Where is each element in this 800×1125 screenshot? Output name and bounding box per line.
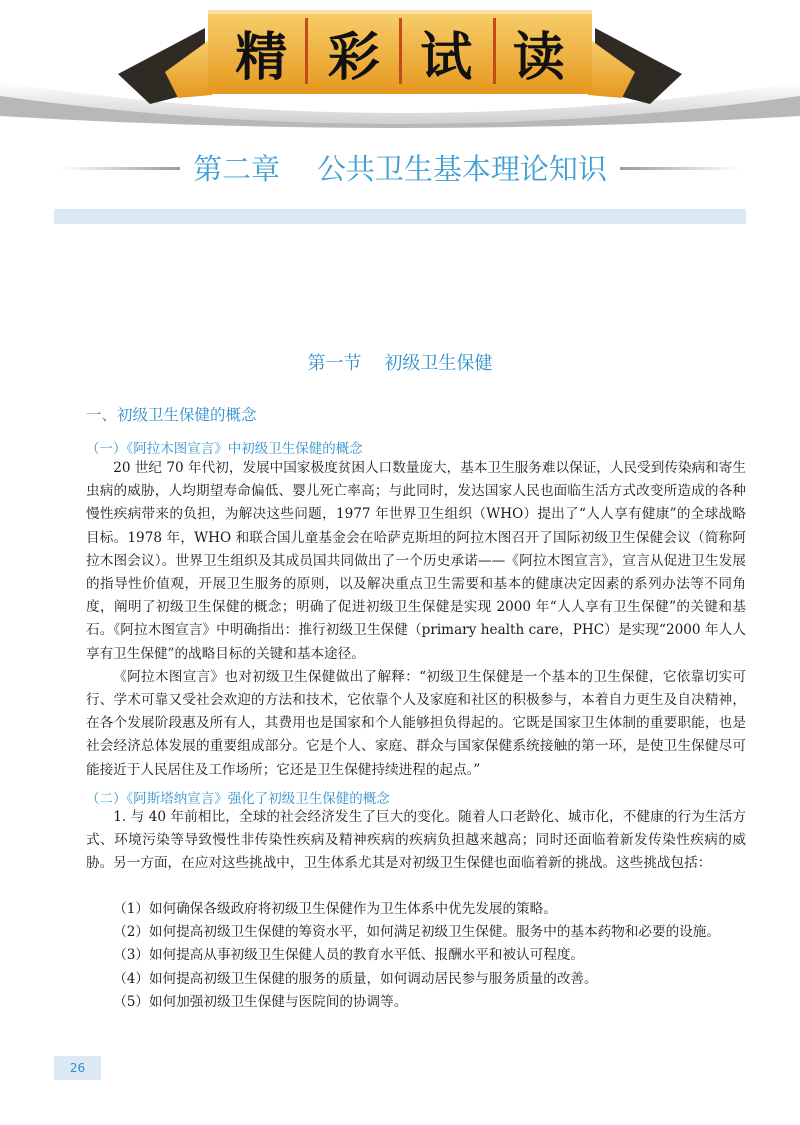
page-number: 26 bbox=[54, 1056, 101, 1080]
chapter-divider-bar bbox=[54, 209, 746, 224]
section-title: 第一节 初级卫生保健 bbox=[307, 353, 493, 374]
banner-char: 试 bbox=[420, 27, 473, 88]
chapter-title: 第二章 公共卫生基本理论知识 bbox=[193, 152, 607, 186]
banner-title bbox=[215, 14, 585, 90]
list-item: （3）如何提高从事初级卫生保健人员的教育水平低、报酬水平和被认可程度。 bbox=[113, 947, 585, 964]
list-item: （5）如何加强初级卫生保健与医院间的协调等。 bbox=[113, 993, 408, 1010]
subheading-1: （一）《阿拉木图宣言》中初级卫生保健的概念 bbox=[86, 441, 363, 457]
chapter-heading bbox=[0, 145, 800, 191]
subheading-2: （二）《阿斯塔纳宣言》强化了初级卫生保健的概念 bbox=[86, 791, 390, 807]
challenge-list bbox=[86, 898, 746, 1014]
banner-char: 精 bbox=[235, 27, 288, 88]
paragraph: 1. 与 40 年前相比，全球的社会经济发生了巨大的变化。随着人口老龄化、城市化，不健康的行为生活方式、环境污染等导致慢性非传染性疾病及精神疾病的疾病负担越来越高；同时还面临着新发传染性疾病的威胁。另一方面，在应对这些挑战中，卫生体系尤其是对初级卫生保健也面临着新的挑战。这些挑战包括： bbox=[86, 809, 746, 872]
paragraph: 《阿拉木图宣言》也对初级卫生保健做出了解释：“初级卫生保健是一个基本的卫生保健，它依靠切实可行、学术可靠又受社会欢迎的方法和技术，它依靠个人及家庭和社区的积极参与，本着自力更生及自决精神，在各个发展阶段惠及所有人，其费用也是国家和个人能够担负得起的。它既是国家卫生体制的重要职能，也是社会经济总体发展的重要组成部分。它是个人、家庭、群众与国家保健系统接触的第一环，是使卫生保健尽可能接近于人民居住及工作场所；它还是卫生保健持续进程的起点。” bbox=[86, 668, 746, 778]
list-item: （1）如何确保各级政府将初级卫生保健作为卫生体系中优先发展的策略。 bbox=[113, 901, 557, 917]
heading-level-1: 一、初级卫生保健的概念 bbox=[86, 406, 257, 424]
header-banner bbox=[0, 0, 800, 135]
list-item: （4）如何提高初级卫生保健的服务的质量，如何调动居民参与服务质量的改善。 bbox=[113, 970, 598, 987]
banner-char: 读 bbox=[512, 27, 565, 88]
body-text-block-1 bbox=[86, 457, 746, 782]
banner-char: 彩 bbox=[327, 27, 380, 88]
body-text-block-2 bbox=[86, 806, 746, 876]
paragraph: 20 世纪 70 年代初，发展中国家极度贫困人口数量庞大，基本卫生服务难以保证，人民受到传染病和寄生虫病的威胁，人均期望寿命偏低、婴儿死亡率高；与此同时，发达国家人民也面临生活方式改变所造成的各种慢性疾病带来的负担，为解决这些问题，1977 年世界卫生组织（WHO）提出了“人人享有健康”的全球战略目标。1978 年，WHO 和联合国儿童基金会在哈萨克斯坦的阿拉木图召开了国际初级卫生保健会议（简称阿拉木图会议）。世界卫生组织及其成员国共同做出了一个历史承诺——《阿拉木图宣言》，宣言从促进卫生发展的指导性价值观，开展卫生服务的原则，以及解决重点卫生需要和基本的健康决定因素的系列办法等不同角度，阐明了初级卫生保健的概念；明确了促进初级卫生保健是实现 2000 年“人人享有卫生保健”的关键和基石。《阿拉木图宣言》中明确指出：推行初级卫生保健（primary health care，PHC）是实现“2000 年人人享有卫生保健”的战略目标的关键和基本途径。 bbox=[86, 460, 746, 662]
list-item: （2）如何提高初级卫生保健的筹资水平，如何满足初级卫生保健。服务中的基本药物和必要的设施。 bbox=[113, 924, 720, 941]
chapter-rule-right bbox=[620, 167, 740, 170]
